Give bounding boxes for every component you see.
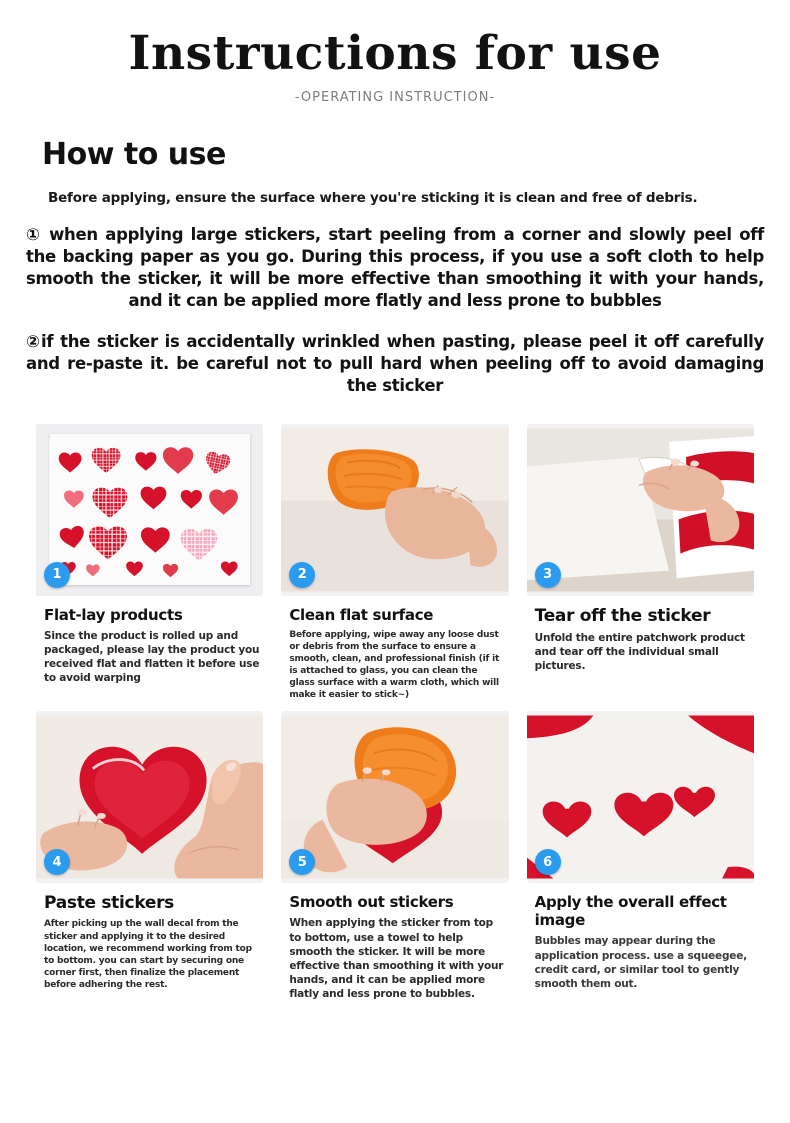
step-title-5: Smooth out stickers <box>289 893 454 912</box>
step-title-4: Paste stickers <box>44 893 174 914</box>
final-result-photo <box>527 711 754 883</box>
step-card-3 <box>527 424 754 702</box>
step-card-6 <box>527 711 754 1001</box>
step-card-4 <box>36 711 263 1001</box>
cleaning-cloth-photo <box>281 424 508 596</box>
instruction-page <box>0 28 790 1123</box>
peeling-sticker-image <box>527 424 754 596</box>
section-heading-how-to-use: How to use <box>42 136 226 172</box>
step-badge-5: 5 <box>289 849 315 875</box>
cleaning-cloth-image <box>281 424 508 596</box>
step-body-6: Bubbles may appear during the application process. use a squeegee, credit card, or similar tool to gently smooth them out. <box>534 935 747 990</box>
step-card-2 <box>281 424 508 702</box>
smoothing-sticker-image <box>281 711 508 883</box>
sticker-sheet-image <box>36 424 263 596</box>
step-body-5: When applying the sticker from top to bottom, use a towel to help smooth the sticker. It will be more effective than smoothing it with your hands, and it can be applied more flatly and less prone to bubbles. <box>289 917 504 1001</box>
step-title-2: Clean flat surface <box>289 605 434 624</box>
step-body-3: Unfold the entire patchwork product and tear off the individual small pictures. <box>534 631 745 672</box>
step-badge-3: 3 <box>535 562 561 588</box>
step-card-1 <box>36 424 263 702</box>
step-body-4: After picking up the wall decal from the sticker and applying it to the desired location, we recommend working from top to bottom. you can start by securing one corner first, then finalize the placement before adhering the rest. <box>44 919 252 991</box>
step-title-6: Apply the overall effect image <box>534 893 727 930</box>
sticker-sheet-photo <box>36 424 263 596</box>
step-title-3: Tear off the sticker <box>534 605 711 626</box>
step-body-1: Since the product is rolled up and packaged, please lay the product you received flat and flatten it before use to avoid warping <box>44 629 260 685</box>
how-to-use-paragraph-1: ① when applying large stickers, start peeling from a corner and slowly peel off the backing paper as you go. During this process, if you use a soft cloth to help smooth the sticker, it will be more effective than smoothing it with your hands, and it can be applied more flatly and less prone to bubbles <box>26 224 764 311</box>
smoothing-sticker-photo <box>281 711 508 883</box>
steps-grid <box>36 424 754 1002</box>
pasting-sticker-photo <box>36 711 263 883</box>
step-card-5 <box>281 711 508 1001</box>
step-badge-4: 4 <box>44 849 70 875</box>
step-badge-6: 6 <box>535 849 561 875</box>
step-title-1: Flat-lay products <box>44 605 183 624</box>
step-body-2: Before applying, wipe away any loose dust or debris from the surface to ensure a smooth, clean, and professional finish (if it is attached to glass, you can clean the glass surface with a warm cloth, which will make it easier to stick~) <box>289 629 500 701</box>
page-subtitle: -OPERATING INSTRUCTION- <box>294 89 496 105</box>
heart-shapes-svg <box>36 424 263 596</box>
page-title: Instructions for use <box>128 26 662 81</box>
how-to-use-paragraph-2: ②if the sticker is accidentally wrinkled when pasting, please peel it off carefully and re-paste it. be careful not to pull hard when peeling off to avoid damaging the sticker <box>26 331 764 396</box>
peeling-sticker-photo <box>527 424 754 596</box>
final-result-image <box>527 711 754 883</box>
step-badge-1: 1 <box>44 562 70 588</box>
pasting-sticker-image <box>36 711 263 883</box>
how-to-use-lead: Before applying, ensure the surface where you're sticking it is clean and free of debris. <box>48 189 698 206</box>
step-badge-2: 2 <box>289 562 315 588</box>
